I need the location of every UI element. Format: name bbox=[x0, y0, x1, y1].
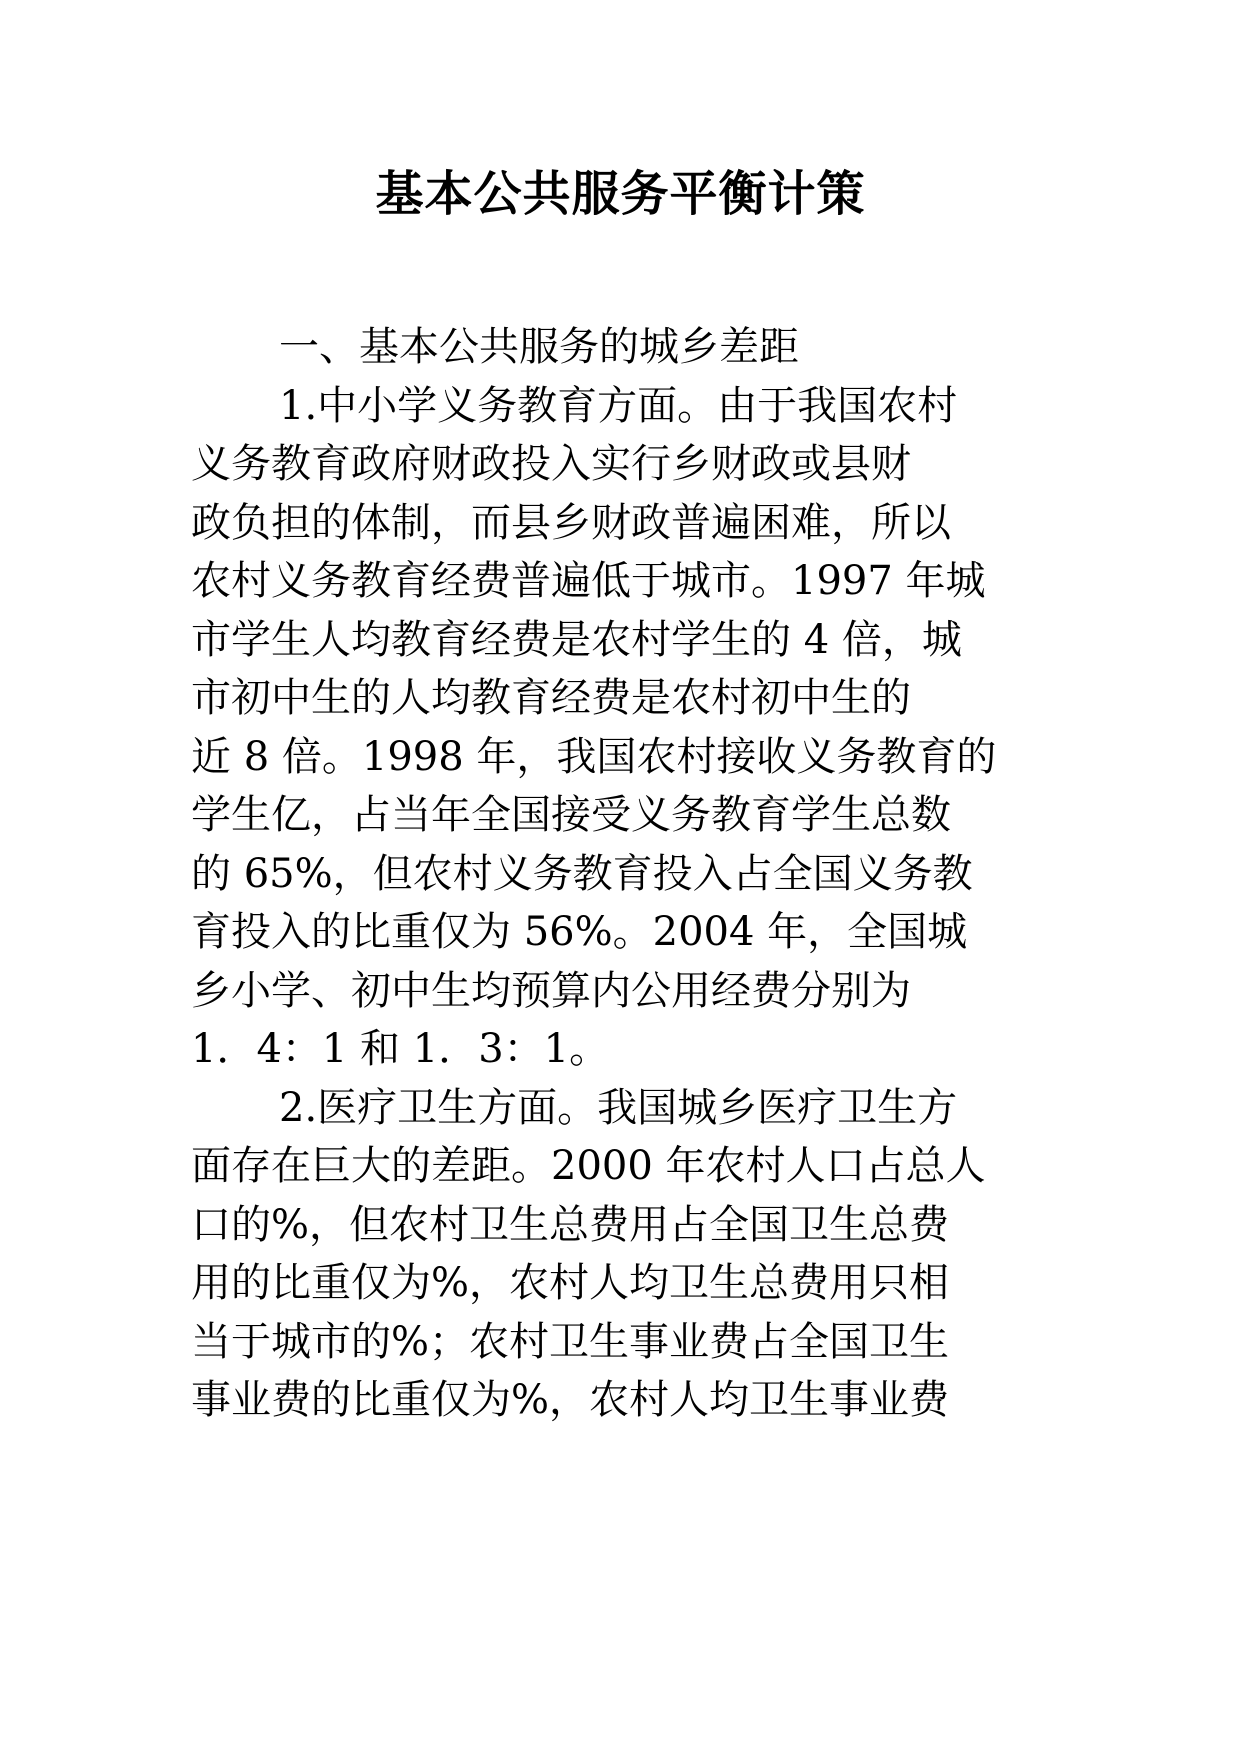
paragraph-line: 农村义务教育经费普遍低于城市。1997 年城 bbox=[191, 558, 986, 604]
paragraph-line: 学生亿，占当年全国接受义务教育学生总数 bbox=[191, 792, 951, 838]
paragraph-line: 的 65%，但农村义务教育投入占全国义务教 bbox=[191, 850, 973, 897]
paragraph-line: 育投入的比重仅为 56%。2004 年，全国城 bbox=[191, 909, 968, 955]
paragraph-line: 1．4：1 和 1．3：1。 bbox=[191, 1026, 610, 1072]
paragraph-line: 面存在巨大的差距。2000 年农村人口占总人 bbox=[191, 1143, 986, 1189]
paragraph-line: 义务教育政府财政投入实行乡财政或县财 bbox=[191, 441, 911, 487]
document-body bbox=[191, 318, 1071, 1430]
paragraph-line: 2.医疗卫生方面。我国城乡医疗卫生方 bbox=[279, 1084, 958, 1131]
document-title: 基本公共服务平衡计策 bbox=[375, 166, 866, 222]
paragraph-line: 政负担的体制，而县乡财政普遍困难，所以 bbox=[191, 499, 951, 546]
paragraph-line: 事业费的比重仅为%，农村人均卫生事业费 bbox=[191, 1377, 950, 1423]
paragraph-line: 市初中生的人均教育经费是农村初中生的 bbox=[191, 675, 911, 721]
paragraph-line: 用的比重仅为%，农村人均卫生总费用只相 bbox=[191, 1260, 950, 1306]
paragraph-line: 1.中小学义务教育方面。由于我国农村 bbox=[279, 382, 958, 429]
paragraph-line: 乡小学、初中生均预算内公用经费分别为 bbox=[191, 967, 911, 1014]
paragraph-line: 市学生人均教育经费是农村学生的 4 倍，城 bbox=[191, 616, 962, 663]
section-heading: 一、基本公共服务的城乡差距 bbox=[279, 324, 799, 370]
paragraph-line: 口的%，但农村卫生总费用占全国卫生总费 bbox=[191, 1201, 950, 1248]
paragraph-line: 当于城市的%；农村卫生事业费占全国卫生 bbox=[191, 1318, 950, 1365]
paragraph-line: 近 8 倍。1998 年，我国农村接收义务教育的 bbox=[191, 733, 997, 780]
